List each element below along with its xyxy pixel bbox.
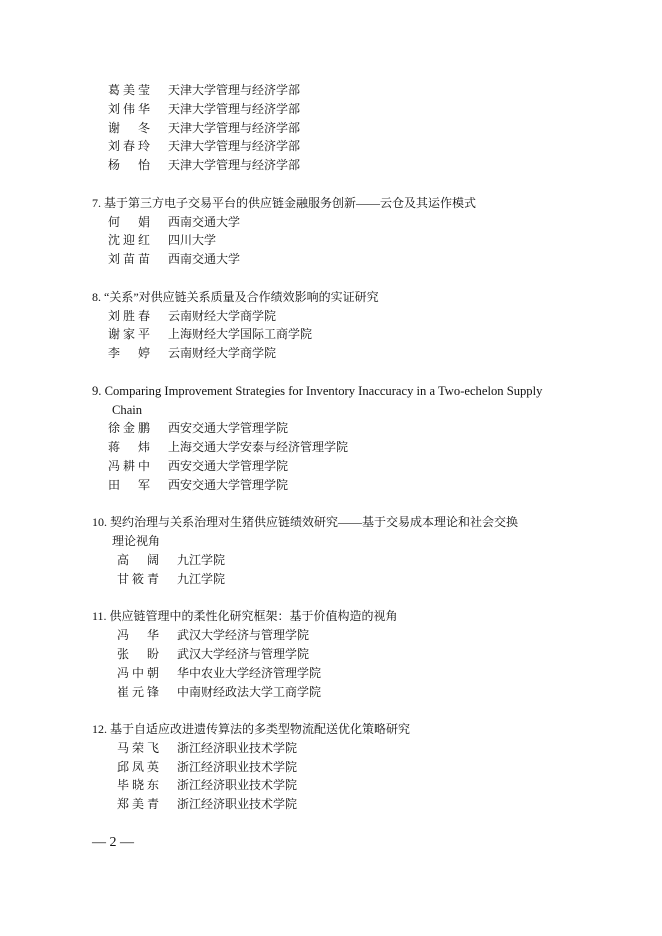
author-name: 杨怡 [108, 158, 150, 173]
author-affiliation: 武汉大学经济与管理学院 [177, 646, 310, 661]
author-affiliation: 上海财经大学国际工商学院 [168, 327, 313, 342]
author-row [92, 137, 582, 156]
author-row [92, 758, 582, 777]
author-name: 刘苗苗 [108, 252, 150, 267]
author-name: 马荣飞 [117, 740, 159, 755]
author-row [92, 776, 582, 795]
author-affiliation: 天津大学管理与经济学部 [168, 101, 301, 116]
author-row [92, 231, 582, 250]
author-affiliation: 浙江经济职业技术学院 [177, 797, 298, 812]
author-row [92, 645, 582, 664]
author-row [92, 570, 582, 589]
author-name: 李婷 [108, 346, 150, 361]
author-row [92, 307, 582, 326]
author-affiliation: 西安交通大学管理学院 [168, 477, 289, 492]
document-body [92, 81, 582, 833]
author-name: 徐金鹏 [108, 421, 150, 436]
paper-title-text: 7. 基于第三方电子交易平台的供应链金融服务创新——云仓及其运作模式 [92, 195, 477, 210]
author-row [92, 551, 582, 570]
paper-title [92, 194, 582, 213]
paper-title-text: 10. 契约治理与关系治理对生猪供应链绩效研究——基于交易成本理论和社会交换 [92, 515, 519, 530]
author-name: 蒋炜 [108, 440, 150, 455]
author-row [92, 250, 582, 269]
paper-title [92, 720, 582, 739]
paper-entry [92, 194, 582, 269]
author-name: 邱凤英 [117, 759, 159, 774]
author-name: 谢家平 [108, 327, 150, 342]
paper-entry [92, 720, 582, 814]
paper-title-text: 9. Comparing Improvement Strategies for Inventory Inaccuracy in a Two-echelon Supply [92, 383, 543, 398]
author-name: 崔元锋 [117, 684, 159, 699]
author-affiliation: 天津大学管理与经济学部 [168, 83, 301, 97]
author-affiliation: 中南财经政法大学工商学院 [177, 684, 322, 699]
author-name: 田军 [108, 477, 150, 492]
author-row [92, 119, 582, 138]
paper-entry [92, 607, 582, 701]
paper-title-text: 8. “关系”对供应链关系质量及合作绩效影响的实证研究 [92, 289, 379, 304]
author-affiliation: 四川大学 [168, 233, 217, 248]
paper-entry [92, 513, 582, 588]
author-name: 冯中朝 [117, 665, 159, 680]
author-row [92, 100, 582, 119]
paper-title-text: 11. 供应链管理中的柔性化研究框架：基于价值构造的视角 [92, 609, 398, 624]
author-name: 甘筱青 [117, 571, 159, 586]
author-row [92, 438, 582, 457]
author-name: 毕晓东 [117, 778, 159, 793]
author-name: 高阔 [117, 552, 159, 567]
author-row [92, 739, 582, 758]
author-name: 葛美莹 [108, 83, 150, 97]
author-row [92, 626, 582, 645]
author-row [92, 213, 582, 232]
author-row [92, 81, 582, 100]
author-affiliation: 上海交通大学安泰与经济管理学院 [168, 440, 349, 455]
author-name: 沈迎红 [108, 233, 150, 248]
author-affiliation: 九江学院 [177, 552, 226, 567]
paper-entry [92, 81, 582, 175]
author-row [92, 457, 582, 476]
author-affiliation: 西安交通大学管理学院 [168, 458, 289, 473]
author-affiliation: 天津大学管理与经济学部 [168, 139, 301, 154]
author-row [92, 683, 582, 702]
author-affiliation: 浙江经济职业技术学院 [177, 778, 298, 793]
author-row [92, 664, 582, 683]
author-affiliation: 九江学院 [177, 571, 226, 586]
author-affiliation: 浙江经济职业技术学院 [177, 759, 298, 774]
author-row [92, 156, 582, 175]
author-name: 冯华 [117, 628, 159, 643]
paper-title-continuation: 理论视角 [112, 534, 161, 549]
author-name: 郑美青 [117, 797, 159, 812]
author-affiliation: 西南交通大学 [168, 252, 241, 267]
author-affiliation: 天津大学管理与经济学部 [168, 120, 301, 135]
page-number: — 2 — [92, 835, 134, 850]
author-name: 冯耕中 [108, 458, 150, 473]
author-affiliation: 浙江经济职业技术学院 [177, 740, 298, 755]
author-row [92, 344, 582, 363]
author-affiliation: 华中农业大学经济管理学院 [177, 665, 322, 680]
author-row [92, 476, 582, 495]
author-name: 刘胜春 [108, 308, 150, 323]
author-affiliation: 西安交通大学管理学院 [168, 421, 289, 436]
author-affiliation: 武汉大学经济与管理学院 [177, 628, 310, 643]
paper-title [92, 513, 582, 551]
paper-entry [92, 382, 582, 495]
paper-title [92, 382, 582, 420]
author-row [92, 795, 582, 814]
author-name: 何娟 [108, 214, 150, 229]
author-affiliation: 天津大学管理与经济学部 [168, 158, 301, 173]
paper-title-text: 12. 基于自适应改进遗传算法的多类型物流配送优化策略研究 [92, 722, 411, 737]
paper-title [92, 607, 582, 626]
author-affiliation: 云南财经大学商学院 [168, 308, 277, 323]
author-name: 刘春玲 [108, 139, 150, 154]
author-affiliation: 云南财经大学商学院 [168, 346, 277, 361]
author-row [92, 419, 582, 438]
author-row [92, 325, 582, 344]
author-affiliation: 西南交通大学 [168, 214, 241, 229]
paper-entry [92, 288, 582, 363]
author-name: 谢冬 [108, 120, 150, 135]
paper-title [92, 288, 582, 307]
paper-title-continuation: Chain [112, 402, 143, 417]
author-name: 张盼 [117, 646, 159, 661]
author-name: 刘伟华 [108, 101, 150, 116]
